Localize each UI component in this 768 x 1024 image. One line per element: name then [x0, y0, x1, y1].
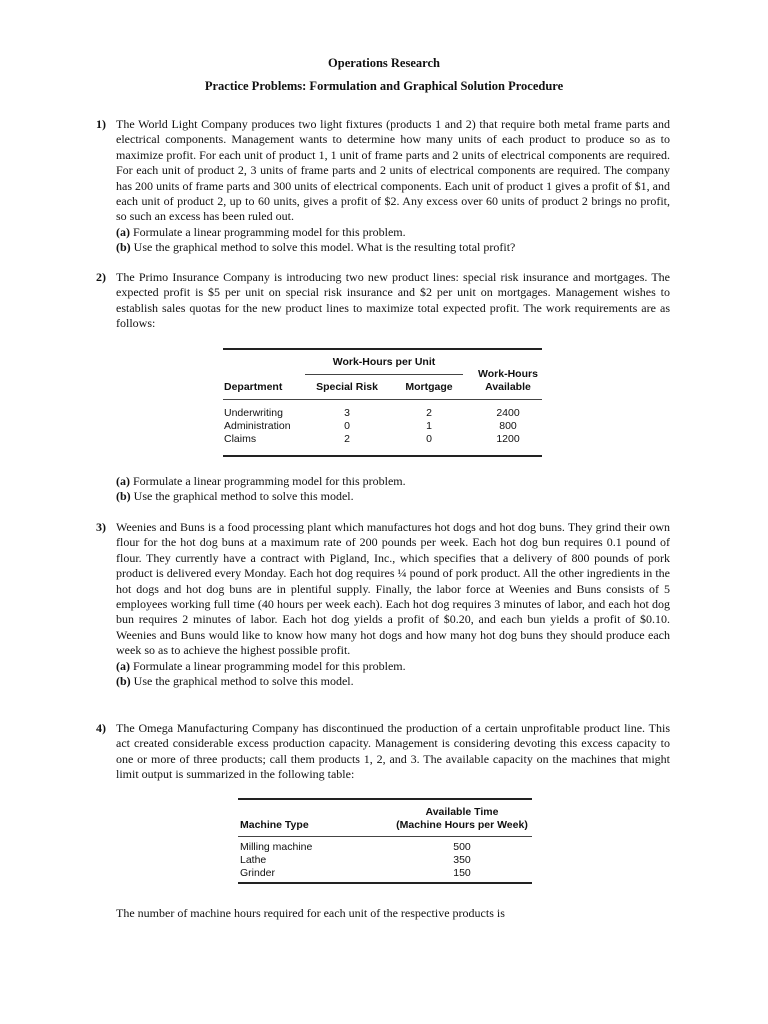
- hours-cell: 150: [453, 867, 471, 879]
- problem-number: 2): [96, 270, 106, 284]
- part-label: (a): [116, 474, 130, 488]
- problem-2-parts: [96, 474, 670, 505]
- part-label: (a): [116, 224, 130, 239]
- machine-cell: Grinder: [240, 867, 276, 879]
- machine-cell: Lathe: [240, 854, 267, 866]
- mortgage-cell: 2: [426, 407, 432, 419]
- problem-number: 3): [96, 520, 106, 534]
- hours-cell: 500: [453, 841, 471, 853]
- problem-text: The Primo Insurance Company is introducing two new product lines: special risk insurance and mortgages. The expected profit is $5 per unit on special risk insurance and $2 per unit on mortgages. Management wishes to establish sales quotas for the new product lines to maximize total expected profit. The work requirements are as follows:: [116, 270, 670, 331]
- department-cell: Administration: [224, 420, 291, 432]
- part-text: Formulate a linear programming model for this problem.: [133, 224, 406, 239]
- problem-text: Weenies and Buns is a food processing plant which manufactures hot dogs and hot dog buns. They grind their own flour for the hot dog buns at a maximum rate of 200 pounds per week. Each hot dog bun requires 0.1 pound of flour. They currently have a contract with Pigland, Inc., which specifies that a delivery of 800 pounds of pork product is delivered every Monday. Each hot dog requires ¼ pound of pork product. All the other ingredients in the hot dogs and hot dog buns are in plentiful supply. Finally, the labor force at Weenies and Buns consists of 5 employees working full time (40 hours per week each). Each hot dog requires 3 minutes of labor, and each hot dog bun requires 2 minutes of labor. Each hot dog yields a profit of $0.20, and each bun yields a profit of $0.10. Weenies and Buns would like to know how many hot dogs and how many hot dog buns they should produce each week so as to achieve the highest possible profit.: [116, 520, 670, 658]
- special-risk-cell: 3: [344, 407, 350, 419]
- available-time-header: Available Time: [425, 806, 499, 818]
- work-hours-per-unit-header: Work-Hours per Unit: [332, 356, 436, 368]
- problem-number: 4): [96, 721, 106, 735]
- problem-3: [96, 520, 670, 689]
- special-risk-cell: 0: [344, 420, 350, 432]
- part-text: Formulate a linear programming model for this problem.: [133, 474, 406, 488]
- problem-4-continuation: [96, 906, 670, 921]
- part-text: Use the graphical method to solve this model.: [133, 674, 354, 689]
- problem-2: [96, 270, 670, 332]
- available-cell: 2400: [496, 407, 520, 419]
- problem-4: [96, 721, 670, 783]
- available-cell: 1200: [496, 433, 520, 445]
- department-cell: Underwriting: [224, 407, 283, 419]
- part-text: Use the graphical method to solve this model. What is the resulting total profit?: [133, 240, 516, 255]
- document-title: Operations Research: [328, 56, 440, 70]
- special-risk-header: Special Risk: [316, 381, 378, 393]
- mortgage-cell: 1: [426, 420, 432, 432]
- machine-hours-header: (Machine Hours per Week): [396, 819, 528, 831]
- special-risk-cell: 2: [344, 433, 350, 445]
- department-cell: Claims: [224, 433, 257, 445]
- part-text: Formulate a linear programming model for this problem.: [133, 658, 406, 673]
- machine-type-header: Machine Type: [240, 819, 309, 831]
- problem-text: The World Light Company produces two light fixtures (products 1 and 2) that require both metal frame parts and electrical components. Management wants to determine how many units of each product to produce so as to maximize profit. For each unit of product 1, 1 unit of frame parts and 2 units of electrical components are required. For each unit of product 2, 3 units of frame parts and 2 units of electrical components are required. The company has 200 units of frame parts and 300 units of electrical components. Each unit of product 1 gives a profit of $1, and each unit of product 2, up to 60 units, gives a profit of $2. Any excess over 60 units of product 2 brings no profit, so such an excess has been ruled out.: [116, 117, 670, 224]
- document-subtitle: Practice Problems: Formulation and Graphical Solution Procedure: [204, 79, 564, 93]
- mortgage-header: Mortgage: [405, 381, 453, 393]
- part-label: (b): [116, 674, 131, 689]
- available-cell: 800: [499, 420, 517, 432]
- department-header: Department: [224, 381, 283, 393]
- hours-cell: 350: [453, 854, 471, 866]
- problem-number: 1): [96, 117, 106, 131]
- problem-1: [96, 117, 670, 256]
- part-text: Use the graphical method to solve this model.: [133, 489, 354, 504]
- part-label: (a): [116, 658, 130, 673]
- mortgage-cell: 0: [426, 433, 432, 445]
- problem-text: The Omega Manufacturing Company has discontinued the production of a certain unprofitable product line. This act created considerable excess production capacity. Management is considering devoting this excess capacity to one or more of three products; call them products 1, 2, and 3. The available capacity on the machines that might limit output is summarized in the following table:: [116, 721, 670, 782]
- work-hours-available-header: Work-Hours Available: [478, 368, 538, 393]
- part-label: (b): [116, 489, 131, 504]
- problem-text: The number of machine hours required for each unit of the respective products is: [116, 906, 505, 920]
- machine-cell: Milling machine: [240, 841, 313, 853]
- part-label: (b): [116, 240, 131, 255]
